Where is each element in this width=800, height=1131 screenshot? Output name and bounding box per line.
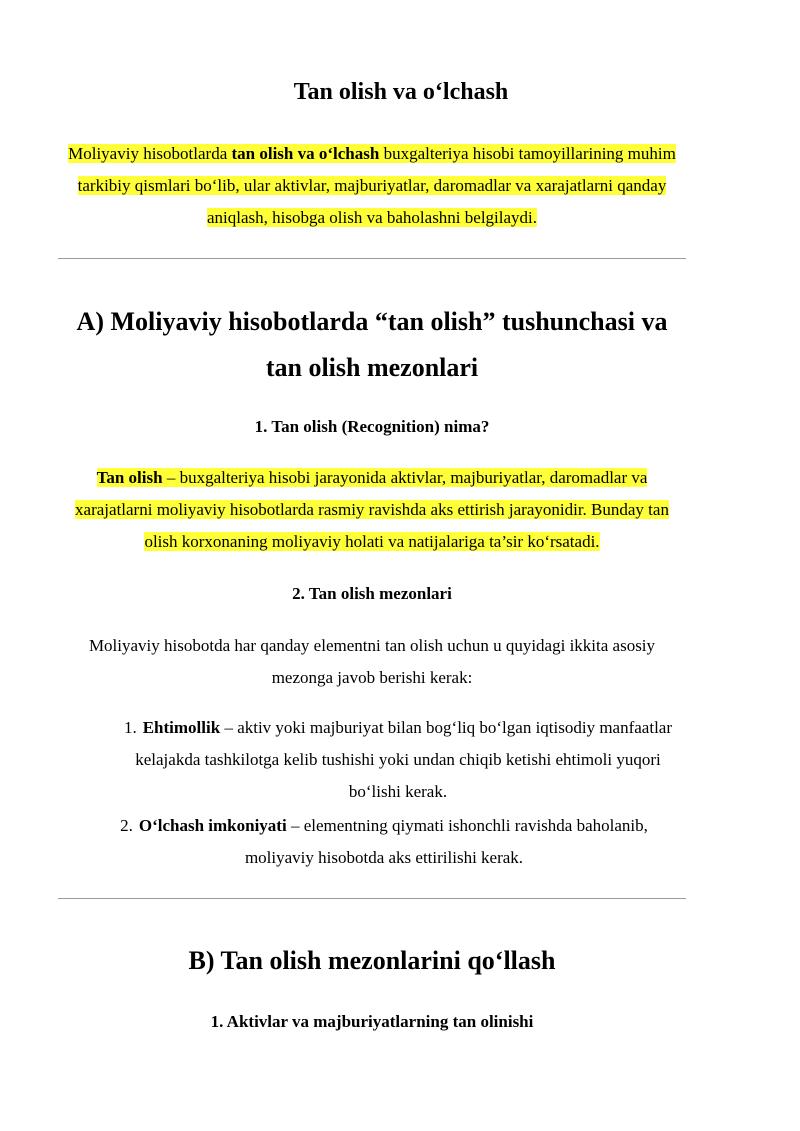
document-title: Tan olish va o‘lchash <box>293 79 509 105</box>
criteria-list-item <box>88 810 680 874</box>
list-number: 1. <box>123 718 137 737</box>
intro-bold-term: tan olish va o‘lchash <box>231 144 380 163</box>
section-a-heading: A) Moliyaviy hisobotlarda “tan olish” tushunchasi va tan olish mezonlari <box>76 307 668 382</box>
criterion-text: – elementning qiymati ishonchli ravishda baholanib, moliyaviy hisobotda aks ettirilishi kerak. <box>244 816 648 867</box>
criteria-intro-paragraph: Moliyaviy hisobotda har qanday elementni tan olish uchun u quyidagi ikkita asosiy mezonga javob berishi kerak: <box>88 636 656 687</box>
intro-text-after: buxgalteriya hisobi tamoyillarining muhim tarkibiy qismlari bo‘lib, ular aktivlar, majburiyatlar, daromadlar va xarajatlarni qanday aniqlash, hisobga olish va baholashni belgilaydi. <box>77 144 676 227</box>
subheading-recognition: 1. Tan olish (Recognition) nima? <box>254 417 490 436</box>
list-number: 2. <box>120 816 133 835</box>
section-b-heading: B) Tan olish mezonlarini qo‘llash <box>188 946 556 975</box>
horizontal-divider <box>58 258 686 259</box>
intro-highlight <box>68 144 676 227</box>
subheading-assets-liabilities: 1. Aktivlar va majburiyatlarning tan olinishi <box>210 1012 534 1031</box>
definition-highlight <box>75 468 669 551</box>
horizontal-divider <box>58 898 686 899</box>
definition-text: – buxgalteriya hisobi jarayonida aktivlar, majburiyatlar, daromadlar va xarajatlarni moliyaviy hisobotlarda rasmiy ravishda aks ettirish jarayonidir. Bunday tan olish korxonaning moliyaviy holati va natijalariga ta’sir ko‘rsatadi. <box>75 468 669 551</box>
definition-term: Tan olish <box>96 468 163 487</box>
recognition-definition <box>58 462 686 558</box>
criterion-term: O‘lchash imkoniyati <box>138 816 287 835</box>
subheading-criteria: 2. Tan olish mezonlari <box>292 584 452 603</box>
list-item <box>88 810 680 874</box>
intro-paragraph <box>58 138 686 234</box>
criteria-list-item <box>118 712 678 808</box>
criterion-text: – aktiv yoki majburiyat bilan bog‘liq bo‘lgan iqtisodiy manfaatlar kelajakda tashkilotga kelib tushishi yoki undan chiqib ketishi ehtimoli yuqori bo‘lishi kerak. <box>135 718 673 801</box>
criterion-term: Ehtimollik <box>142 718 221 737</box>
list-item <box>118 712 678 808</box>
intro-text-before: Moliyaviy hisobotlarda <box>68 144 232 163</box>
